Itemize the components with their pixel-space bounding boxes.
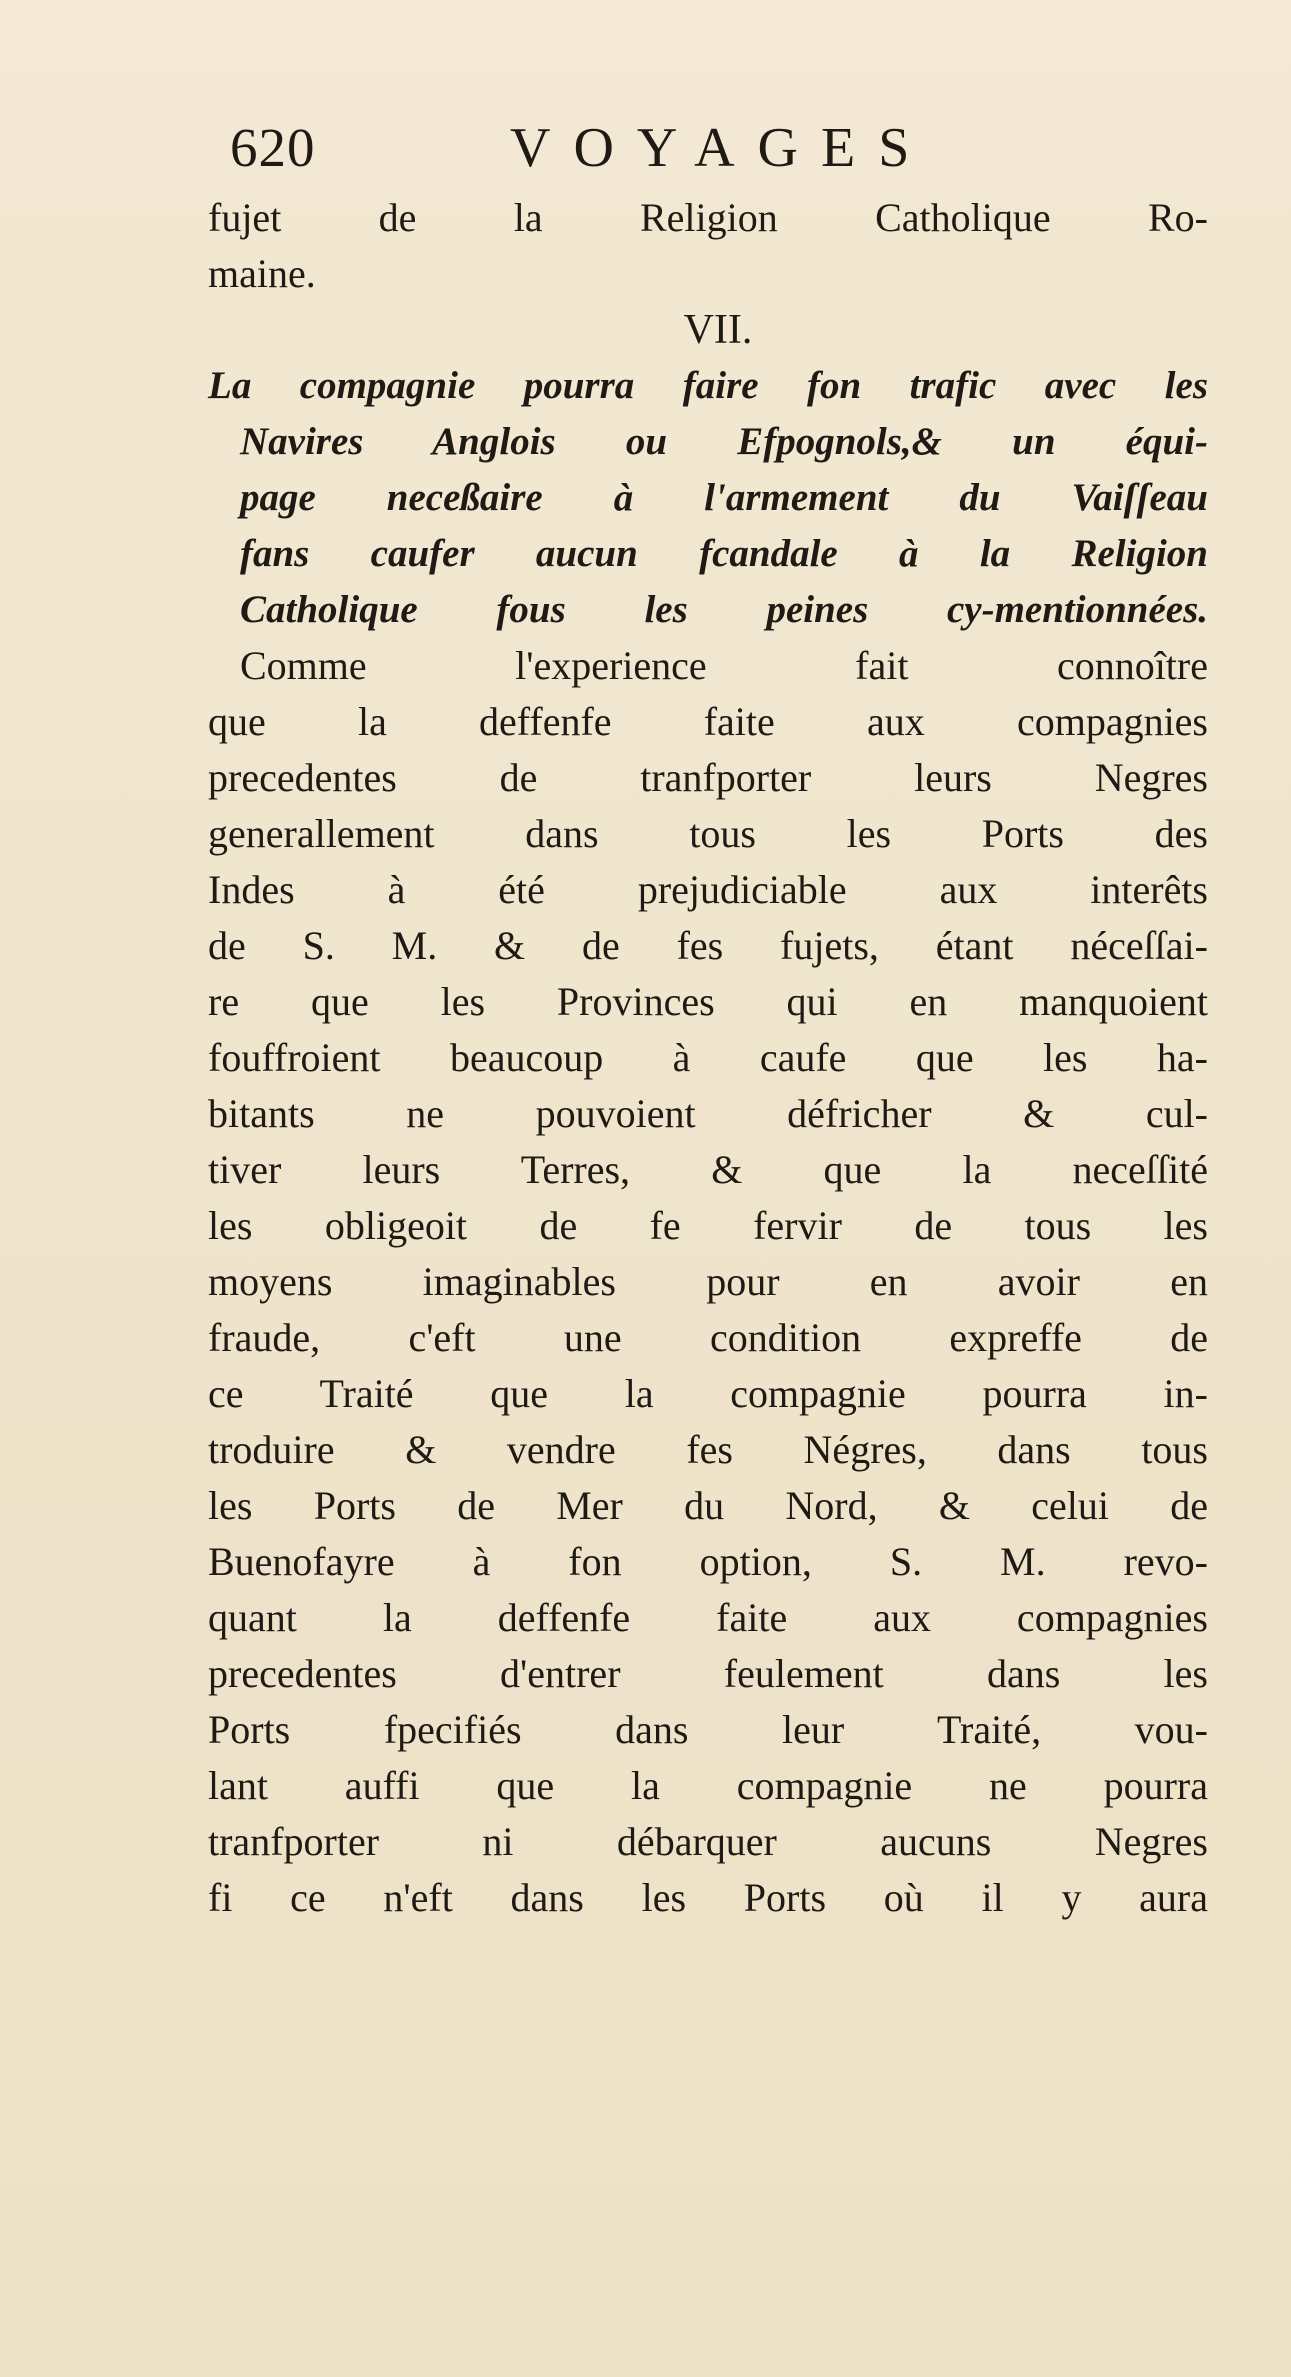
summary-line: fans caufer aucun fcandale à la Religion xyxy=(240,532,1208,575)
text-line: troduire & vendre fes Négres, dans tous xyxy=(208,1427,1208,1472)
page-header xyxy=(230,108,1030,188)
text-line: tranfporter ni débarquer aucuns Negres xyxy=(208,1819,1208,1864)
text-line: re que les Provinces qui en manquoient xyxy=(208,979,1208,1024)
text-line: fi ce n'eft dans les Ports où il y aura xyxy=(208,1875,1208,1920)
text-line: Ports fpecifiés dans leur Traité, vou- xyxy=(208,1707,1208,1752)
text-line: de S. M. & de fes fujets, étant néceſſai- xyxy=(208,923,1208,968)
text-line: moyens imaginables pour en avoir en xyxy=(208,1259,1208,1304)
text-block xyxy=(208,190,1208,1926)
text-line: Comme l'experience fait connoître xyxy=(240,643,1208,688)
text-line: ce Traité que la compagnie pourra in- xyxy=(208,1371,1208,1416)
text-line: lant auffi que la compagnie ne pourra xyxy=(208,1763,1208,1808)
page-number: 620 xyxy=(230,117,316,178)
text-line: Buenofayre à fon option, S. M. revo- xyxy=(208,1539,1208,1584)
text-line: fouffroient beaucoup à caufe que les ha- xyxy=(208,1035,1208,1080)
text-line: fujet de la Religion Catholique Ro- xyxy=(208,195,1208,240)
section-summary xyxy=(208,358,1208,638)
text-line: les obligeoit de fe fervir de tous les xyxy=(208,1203,1208,1248)
text-line: les Ports de Mer du Nord, & celui de xyxy=(208,1483,1208,1528)
text-line: precedentes de tranfporter leurs Negres xyxy=(208,755,1208,800)
text-line: generallement dans tous les Ports des xyxy=(208,811,1208,856)
summary-line: page neceßaire à l'armement du Vaiſſeau xyxy=(240,476,1208,519)
text-line: que la deffenfe faite aux compagnies xyxy=(208,699,1208,744)
text-line: maine. xyxy=(208,251,316,296)
text-line: Indes à été prejudiciable aux interêts xyxy=(208,867,1208,912)
text-line: tiver leurs Terres, & que la neceſſité xyxy=(208,1147,1208,1192)
body-paragraph xyxy=(208,638,1208,1926)
summary-line: Navires Anglois ou Efpognols,& un équi- xyxy=(240,420,1208,463)
text-line: quant la deffenfe faite aux compagnies xyxy=(208,1595,1208,1640)
summary-line: La compagnie pourra faire fon trafic avec les xyxy=(208,364,1208,407)
text-line: precedentes d'entrer feulement dans les xyxy=(208,1651,1208,1696)
text-line: fraude, c'eft une condition expreffe de xyxy=(208,1315,1208,1360)
text-line: bitants ne pouvoient défricher & cul- xyxy=(208,1091,1208,1136)
section-heading: VII. xyxy=(683,307,753,353)
intro-paragraph xyxy=(208,190,1208,302)
summary-line: Catholique fous les peines cy-mentionnées. xyxy=(240,588,1208,631)
running-title: VOYAGES xyxy=(510,117,933,179)
